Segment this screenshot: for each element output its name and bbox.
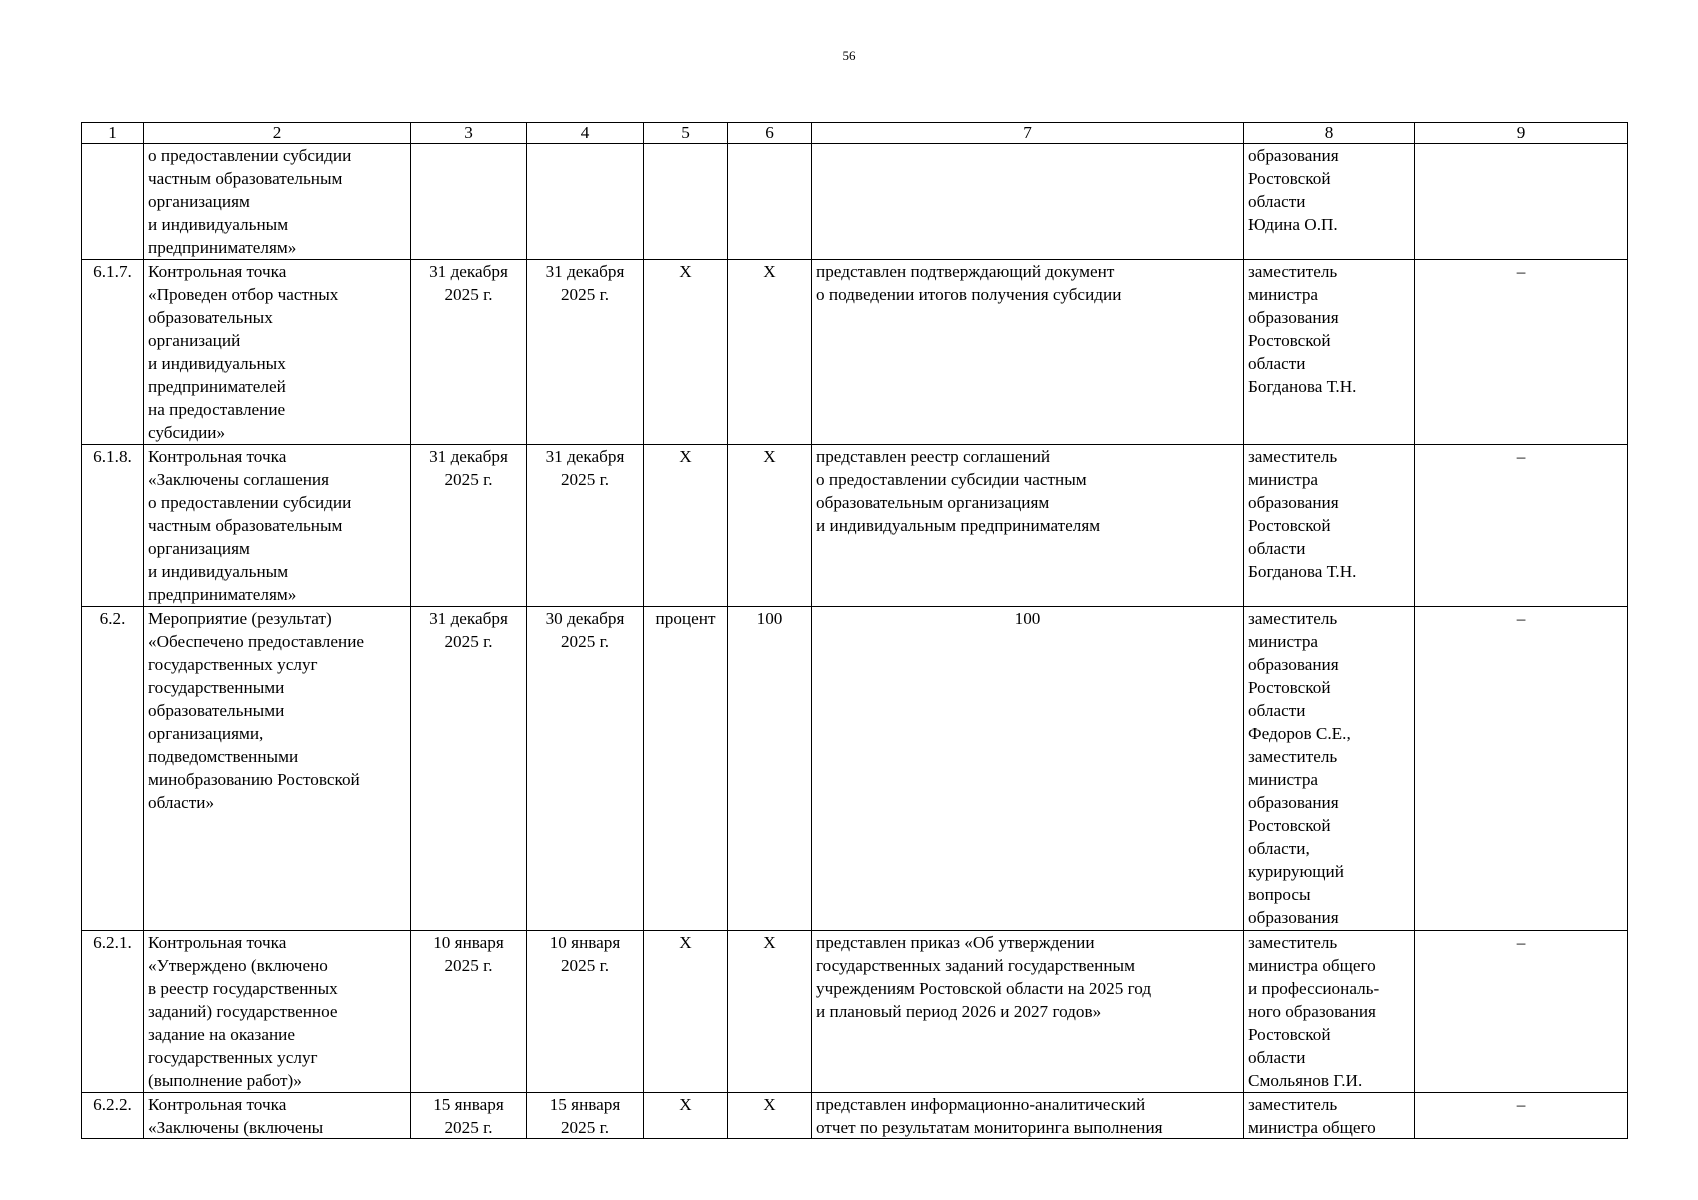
row-end xyxy=(527,144,644,260)
table-row xyxy=(82,445,1628,607)
row-name xyxy=(144,1093,411,1139)
row-note xyxy=(1415,144,1628,260)
row-start: 31 декабря 2025 г. xyxy=(411,260,527,445)
row-responsible: образования Ростовской области Юдина О.П. xyxy=(1244,144,1415,260)
row-responsible-text: заместитель министра общего xyxy=(1248,1095,1376,1137)
row-number: 6.2. xyxy=(82,607,144,931)
row-unit: Х xyxy=(644,445,728,607)
header-row xyxy=(82,123,1628,144)
row-description: представлен приказ «Об утверждении государственных заданий государственным учреждениям Ростовской области на 2025 год и плановый период 2026 и 2027 годов» xyxy=(812,931,1244,1093)
header-cell: 5 xyxy=(644,123,728,144)
header-cell: 1 xyxy=(82,123,144,144)
page-number: 56 xyxy=(842,48,856,63)
row-value: Х xyxy=(728,931,812,1093)
row-name: Контрольная точка «Утверждено (включено в реестр государственных заданий) государственное задание на оказание государственных услуг (выполнение работ)» xyxy=(144,931,411,1093)
row-description xyxy=(812,1093,1244,1139)
row-end xyxy=(527,1093,644,1139)
row-name: Контрольная точка «Проведен отбор частных образовательных организаций и индивидуальных предпринимателей на предоставление субсидии» xyxy=(144,260,411,445)
row-name: Мероприятие (результат) «Обеспечено предоставление государственных услуг государственными образовательными организациями, подведомственными минобразованию Ростовской области» xyxy=(144,607,411,931)
table-row xyxy=(82,1093,1628,1139)
table-row xyxy=(82,931,1628,1093)
header-cell: 2 xyxy=(144,123,411,144)
row-responsible: заместитель министра образования Ростовской области Богданова Т.Н. xyxy=(1244,260,1415,445)
row-number: 6.2.1. xyxy=(82,931,144,1093)
header-cell: 8 xyxy=(1244,123,1415,144)
row-description xyxy=(812,144,1244,260)
row-note: – xyxy=(1415,607,1628,931)
row-start: 31 декабря 2025 г. xyxy=(411,445,527,607)
table-row xyxy=(82,144,1628,260)
header-cell: 6 xyxy=(728,123,812,144)
row-responsible: заместитель министра образования Ростовской области Федоров С.Е., заместитель министра образования Ростовской области, курирующий вопросы образования xyxy=(1244,607,1415,931)
row-number: 6.1.7. xyxy=(82,260,144,445)
row-unit: процент xyxy=(644,607,728,931)
row-description: представлен реестр соглашений о предоставлении субсидии частным образовательным организациям и индивидуальным предпринимателям xyxy=(812,445,1244,607)
row-end: 31 декабря 2025 г. xyxy=(527,445,644,607)
row-unit: Х xyxy=(644,931,728,1093)
header-cell: 3 xyxy=(411,123,527,144)
row-note: – xyxy=(1415,445,1628,607)
row-end: 10 января 2025 г. xyxy=(527,931,644,1093)
row-number xyxy=(82,144,144,260)
row-start: 31 декабря 2025 г. xyxy=(411,607,527,931)
header-cell: 9 xyxy=(1415,123,1628,144)
row-unit: Х xyxy=(644,260,728,445)
row-responsible: заместитель министра общего и профессиональ- ного образования Ростовской области Смольянов Г.И. xyxy=(1244,931,1415,1093)
row-start xyxy=(411,144,527,260)
row-responsible: заместитель министра образования Ростовской области Богданова Т.Н. xyxy=(1244,445,1415,607)
row-start-text: 15 января 2025 г. xyxy=(433,1095,504,1137)
row-responsible xyxy=(1244,1093,1415,1139)
row-description-text: представлен информационно-аналитический отчет по результатам мониторинга выполнения xyxy=(816,1095,1163,1137)
row-note: – xyxy=(1415,931,1628,1093)
row-value: 100 xyxy=(728,607,812,931)
row-number: 6.2.2. xyxy=(82,1093,144,1139)
row-name: о предоставлении субсидии частным образовательным организациям и индивидуальным предпринимателям» xyxy=(144,144,411,260)
row-value: Х xyxy=(728,445,812,607)
row-end: 31 декабря 2025 г. xyxy=(527,260,644,445)
row-note: – xyxy=(1415,260,1628,445)
row-number: 6.1.8. xyxy=(82,445,144,607)
row-end-text: 15 января 2025 г. xyxy=(549,1095,621,1137)
table-row xyxy=(82,260,1628,445)
row-unit xyxy=(644,144,728,260)
table-row xyxy=(82,607,1628,931)
row-unit: Х xyxy=(644,1093,728,1139)
row-note: – xyxy=(1415,1093,1628,1139)
row-start xyxy=(411,1093,527,1139)
row-value: Х xyxy=(728,1093,812,1139)
row-start: 10 января 2025 г. xyxy=(411,931,527,1093)
row-description: 100 xyxy=(812,607,1244,931)
measures-table xyxy=(81,122,1628,1139)
row-description: представлен подтверждающий документ о подведении итогов получения субсидии xyxy=(812,260,1244,445)
header-cell: 4 xyxy=(527,123,644,144)
row-end: 30 декабря 2025 г. xyxy=(527,607,644,931)
header-cell: 7 xyxy=(812,123,1244,144)
row-name-text: Контрольная точка «Заключены (включены xyxy=(148,1095,324,1137)
row-name: Контрольная точка «Заключены соглашения о предоставлении субсидии частным образовательным организациям и индивидуальным предпринимателям» xyxy=(144,445,411,607)
row-value: Х xyxy=(728,260,812,445)
row-value xyxy=(728,144,812,260)
